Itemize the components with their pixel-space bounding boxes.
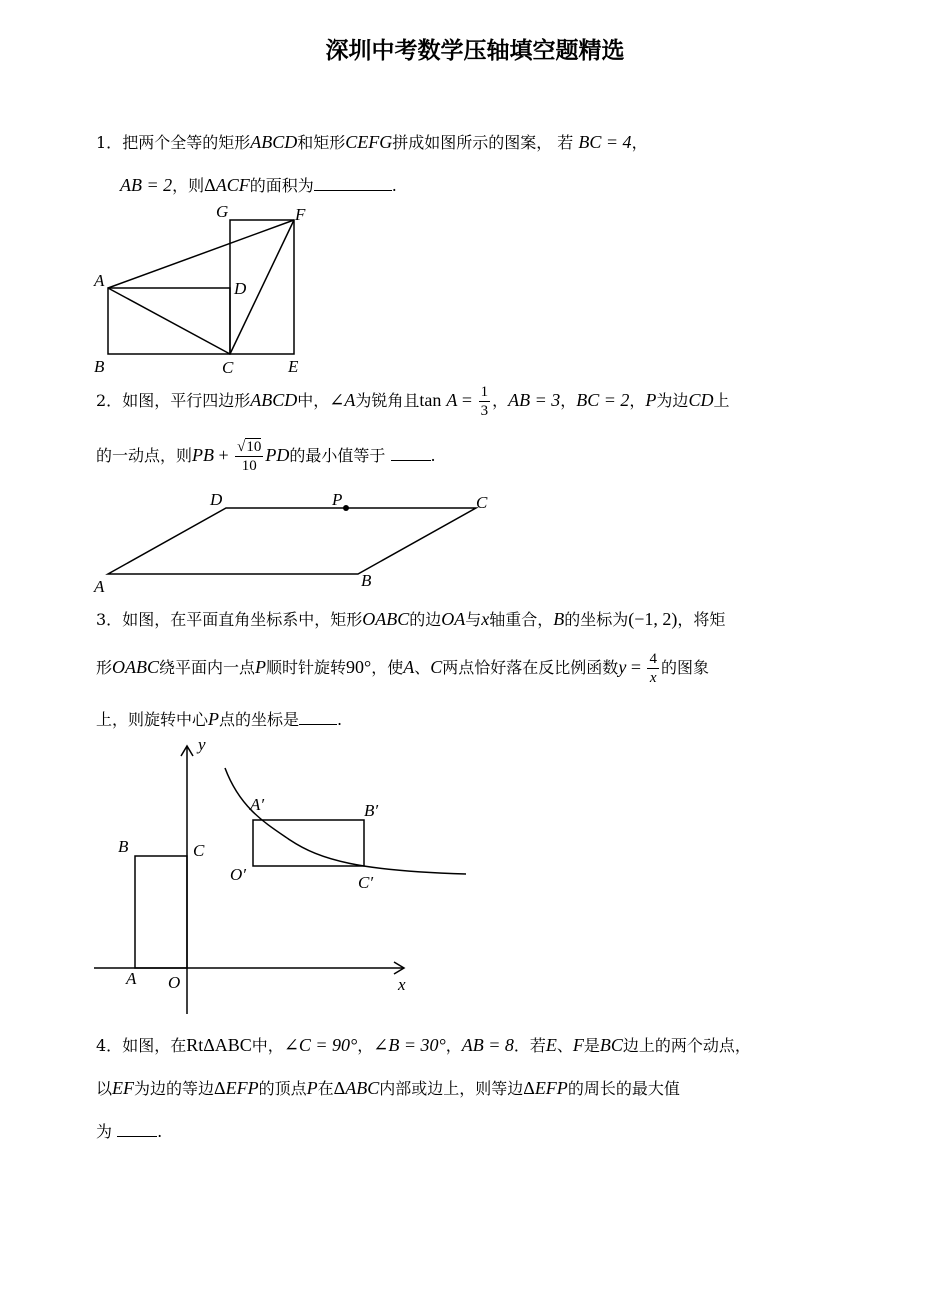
- point-label: A: [94, 271, 105, 290]
- point-label: A: [94, 577, 105, 596]
- q2-line2: 的一动点，则PB + $\frac{√10}{10}$ PD的最小值等于 .: [96, 439, 436, 474]
- point-label: C′: [358, 873, 374, 892]
- point-label: G: [216, 202, 229, 221]
- q3-figure: [90, 735, 490, 1028]
- point-label: B: [94, 357, 105, 376]
- point-p: [343, 505, 349, 511]
- axis-label: x: [398, 975, 406, 994]
- q1-line1: 1．把两个全等的矩形ABCD和矩形CEFG拼成如图所示的图案， 若 BC = 4，: [96, 132, 648, 152]
- q3-number: 3．: [96, 610, 123, 629]
- point-label: F: [295, 205, 306, 224]
- point-label: C: [222, 358, 234, 377]
- q3-line1: 3．如图，在平面直角坐标系中，矩形OABC的边OA与x轴重合，B的坐标为(−1, 2)，将矩: [96, 609, 726, 629]
- point-label: C: [193, 841, 205, 860]
- point-label: A: [126, 969, 137, 988]
- point-label: C: [476, 493, 488, 512]
- point-label: O: [168, 973, 181, 992]
- q3-line2: 形OABC绕平面内一点P顺时针旋转90°，使A、C两点恰好落在反比例函数y = $\frac{4}{x}$ 的图象: [96, 651, 709, 686]
- answer-blank[interactable]: [314, 174, 392, 191]
- fraction: $\frac{√10}{10}$: [237, 439, 262, 474]
- point-label: D: [210, 490, 223, 509]
- rect-rotated: [253, 820, 364, 866]
- point-label: B: [118, 837, 129, 856]
- fraction: $\frac{1}{3}$: [480, 384, 489, 419]
- segment-ac: [108, 288, 230, 354]
- point-label: P: [332, 490, 343, 509]
- point-label: D: [234, 279, 247, 298]
- parallelogram-abcd: [108, 508, 476, 574]
- fraction: $\frac{4}{x}$: [649, 651, 657, 686]
- q4-line1: 4．如图，在RtΔABC中，∠C = 90°，∠B = 30°，AB = 8．若E、F是BC边上的两个动点，: [96, 1035, 751, 1055]
- q4-number: 4．: [96, 1036, 123, 1055]
- hyperbola-curve: [225, 768, 466, 874]
- page-title: 深圳中考数学压轴填空题精选: [325, 38, 625, 64]
- q1-figure: [90, 200, 320, 378]
- q1-number: 1．: [96, 133, 123, 152]
- q3-line3: 上，则旋转中心P点的坐标是 .: [96, 709, 343, 729]
- q2-number: 2．: [96, 391, 123, 410]
- point-label: O′: [230, 865, 246, 884]
- q4-line3: 为 .: [96, 1122, 163, 1141]
- q4-line2: 以EF为边的等边ΔEFP的顶点P在ΔABC内部或边上，则等边ΔEFP的周长的最大值: [96, 1078, 680, 1098]
- q1-line2: AB = 2，则ΔACF的面积为 .: [120, 175, 397, 195]
- answer-blank[interactable]: [391, 444, 431, 461]
- rect-oabc: [135, 856, 187, 968]
- answer-blank[interactable]: [117, 1120, 157, 1137]
- point-label: E: [288, 357, 299, 376]
- point-label: A′: [250, 795, 265, 814]
- q2-line1: 2．如图，平行四边形ABCD中，∠A为锐角且tan A = $\frac{1}{3}$ ，AB = 3，BC = 2，P为边CD上: [96, 384, 730, 419]
- axis-label: y: [198, 735, 206, 754]
- q2-figure: [90, 488, 510, 598]
- answer-blank[interactable]: [299, 708, 337, 725]
- point-label: B: [361, 571, 372, 590]
- point-label: B′: [364, 801, 379, 820]
